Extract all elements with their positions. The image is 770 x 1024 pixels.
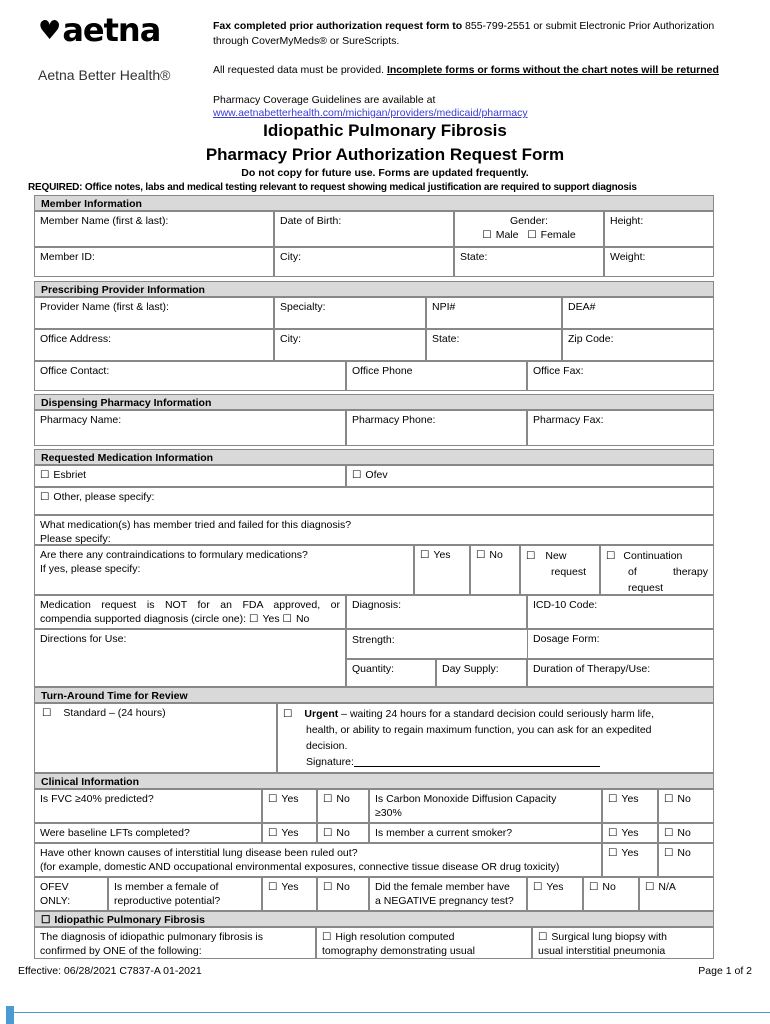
lft-yes-checkbox[interactable]: ☐ Yes — [268, 827, 299, 839]
lft-no-checkbox[interactable]: ☐ No — [323, 827, 350, 839]
dea-field[interactable]: DEA# — [562, 297, 714, 329]
urgent-checkbox[interactable] — [283, 708, 296, 720]
standard-checkbox[interactable] — [42, 707, 55, 719]
dlco-no — [658, 789, 714, 823]
fvc-no — [317, 789, 369, 823]
pregnancy-no-checkbox[interactable]: ☐ No — [589, 881, 616, 893]
male-checkbox[interactable]: ☐ Male — [482, 229, 518, 241]
fda-no-checkbox[interactable]: ☐ No — [283, 613, 310, 625]
zip-field[interactable]: Zip Code: — [562, 329, 714, 361]
weight-field[interactable]: Weight: — [604, 247, 714, 277]
office-phone-field[interactable]: Office Phone — [346, 361, 527, 391]
required-notice: All requested data must be provided. Incomplete forms or forms without the chart notes will be returned — [213, 64, 719, 76]
smoker-no — [658, 823, 714, 843]
female-no-checkbox[interactable]: ☐ No — [323, 881, 350, 893]
contra-question: Are there any contraindications to formulary medications? — [40, 549, 308, 561]
section-prescriber: Prescribing Provider Information — [34, 281, 714, 297]
bottom-accent-bar — [0, 1006, 770, 1024]
office-state-field[interactable]: State: — [426, 329, 562, 361]
guidelines-text: Pharmacy Coverage Guidelines are available at — [213, 94, 436, 106]
dob-field[interactable]: Date of Birth: — [274, 211, 454, 247]
pharmacy-name-field[interactable]: Pharmacy Name: — [34, 410, 346, 446]
gender-label: Gender: — [510, 215, 548, 227]
guidelines-link[interactable]: www.aetnabetterhealth.com/michigan/providers/medicaid/pharmacy — [213, 107, 528, 119]
dosage-field[interactable]: Dosage Form: — [527, 629, 714, 659]
form-title: Idiopathic Pulmonary Fibrosis — [263, 121, 507, 140]
other-causes-yes-checkbox[interactable]: ☐ Yes — [608, 847, 639, 859]
office-fax-field[interactable]: Office Fax: — [527, 361, 714, 391]
gender-field — [454, 211, 604, 247]
section-turnaround: Turn-Around Time for Review — [34, 687, 714, 703]
dlco-no-checkbox[interactable]: ☐ No — [664, 793, 691, 805]
office-contact-field[interactable]: Office Contact: — [34, 361, 346, 391]
member-id-field[interactable]: Member ID: — [34, 247, 274, 277]
fda-yes-checkbox[interactable]: ☐ Yes — [249, 613, 280, 625]
pharmacy-phone-field[interactable]: Pharmacy Phone: — [346, 410, 527, 446]
hrct-checkbox[interactable]: ☐ High resolution computed — [322, 931, 455, 943]
smoker-yes — [602, 823, 658, 843]
directions-field[interactable]: Directions for Use: — [34, 629, 346, 687]
member-city-field[interactable]: City: — [274, 247, 454, 277]
fvc-yes — [262, 789, 317, 823]
smoker-question: Is member a current smoker? — [369, 823, 602, 843]
fvc-question: Is FVC ≥40% predicted? — [34, 789, 262, 823]
esbriet-checkbox[interactable]: ☐ Esbriet — [40, 469, 86, 481]
effective-date: Effective: 06/28/2021 C7837-A 01-2021 — [18, 965, 202, 977]
other-option — [34, 487, 714, 515]
lft-question: Were baseline LFTs completed? — [34, 823, 262, 843]
contra-field — [34, 545, 414, 595]
standard-option: ☐ Standard – (24 hours) — [34, 703, 277, 773]
pregnancy-na — [639, 877, 714, 911]
height-field[interactable]: Height: — [604, 211, 714, 247]
smoker-no-checkbox[interactable]: ☐ No — [664, 827, 691, 839]
page-number: Page 1 of 2 — [698, 965, 752, 977]
continuation-checkbox[interactable] — [606, 550, 619, 562]
heart-icon: ♥ — [38, 16, 61, 46]
fvc-yes-checkbox[interactable]: ☐ Yes — [268, 793, 299, 805]
other-causes-no-checkbox[interactable]: ☐ No — [664, 847, 691, 859]
other-checkbox[interactable]: ☐ Other, please specify: — [40, 491, 154, 503]
section-medication: Requested Medication Information — [34, 449, 714, 465]
dlco-yes — [602, 789, 658, 823]
tried-question: What medication(s) has member tried and failed for this diagnosis? — [40, 519, 352, 531]
supply-field[interactable]: Day Supply: — [436, 659, 527, 687]
tried-field[interactable] — [34, 515, 714, 545]
lft-no — [317, 823, 369, 843]
fax-instructions: Fax completed prior authorization request form to 855-799-2551 or submit Electronic Prior Authorization — [213, 20, 715, 32]
provider-name-field[interactable]: Provider Name (first & last): — [34, 297, 274, 329]
smoker-yes-checkbox[interactable]: ☐ Yes — [608, 827, 639, 839]
ofev-checkbox[interactable]: ☐ Ofev — [352, 469, 388, 481]
biopsy-option: ☐ Surgical lung biopsy with usual interstitial pneumonia — [532, 927, 714, 959]
specialty-field[interactable]: Specialty: — [274, 297, 426, 329]
other-causes-yes — [602, 843, 658, 877]
ofev-option — [346, 465, 714, 487]
signature-label: Signature: — [306, 756, 354, 768]
office-address-field[interactable]: Office Address: — [34, 329, 274, 361]
strength-field[interactable]: Strength: — [352, 634, 395, 646]
ofev-only-label: OFEV ONLY: — [34, 877, 108, 911]
form-subtitle: Pharmacy Prior Authorization Request Form — [205, 145, 565, 164]
fda-field: Medication request is NOT for an FDA approved, or compendia supported diagnosis (circle one):☐ Yes ☐ No — [34, 595, 346, 629]
female-question: Is member a female of reproductive potential? — [108, 877, 262, 911]
dlco-question: Is Carbon Monoxide Diffusion Capacity ≥30% — [369, 789, 602, 823]
icd-field[interactable]: ICD-10 Code: — [527, 595, 714, 629]
continuation-request: ☐ Continuation of therapy request — [600, 545, 714, 595]
sub-brand: Aetna Better Health® — [38, 67, 171, 83]
member-name-field[interactable]: Member Name (first & last): — [34, 211, 274, 247]
other-causes-question: Have other known causes of interstitial lung disease been ruled out? (for example, domestic AND occupational environmental exposures, connective tissue disease OR drug toxicity) — [34, 843, 602, 877]
tried-specify: Please specify: — [40, 533, 111, 545]
contra-no-checkbox[interactable]: ☐ No — [476, 549, 503, 561]
aetna-logo: ♥aetna — [38, 11, 161, 49]
contra-yes-checkbox[interactable]: ☐ Yes — [420, 549, 451, 561]
ipf-checkbox[interactable]: ☐ Idiopathic Pulmonary Fibrosis — [41, 914, 205, 926]
pregnancy-no — [583, 877, 639, 911]
pharmacy-fax-field[interactable]: Pharmacy Fax: — [527, 410, 714, 446]
esbriet-option — [34, 465, 346, 487]
section-clinical: Clinical Information — [34, 773, 714, 789]
pregnancy-question: Did the female member have a NEGATIVE pregnancy test? — [369, 877, 527, 911]
fax-instructions-2: through CoverMyMeds® or SureScripts. — [213, 35, 400, 47]
duration-field[interactable]: Duration of Therapy/Use: — [527, 659, 714, 687]
ipf-diagnosis-question: The diagnosis of idiopathic pulmonary fibrosis is confirmed by ONE of the following: — [34, 927, 316, 959]
fvc-no-checkbox[interactable]: ☐ No — [323, 793, 350, 805]
office-city-field[interactable]: City: — [274, 329, 426, 361]
new-request: ☐ New request — [520, 545, 600, 595]
member-state-field[interactable]: State: — [454, 247, 604, 277]
hrct-option: ☐ High resolution computed tomography demonstrating usual — [316, 927, 532, 959]
female-checkbox[interactable]: ☐ Female — [527, 229, 575, 241]
dlco-yes-checkbox[interactable]: ☐ Yes — [608, 793, 639, 805]
pregnancy-na-checkbox[interactable]: ☐ N/A — [645, 881, 676, 893]
section-member: Member Information — [34, 195, 714, 211]
female-no — [317, 877, 369, 911]
lft-yes — [262, 823, 317, 843]
pregnancy-yes — [527, 877, 583, 911]
required-docs: REQUIRED: Office notes, labs and medical testing relevant to request showing medical justification are required to support diagnosis — [28, 182, 637, 193]
contra-yes — [414, 545, 470, 595]
diagnosis-field[interactable]: Diagnosis: — [346, 595, 527, 629]
signature-line[interactable] — [354, 754, 600, 767]
new-request-checkbox[interactable] — [526, 550, 539, 562]
contra-specify: If yes, please specify: — [40, 563, 141, 575]
quantity-field[interactable]: Quantity: — [346, 659, 436, 687]
section-pharmacy: Dispensing Pharmacy Information — [34, 394, 714, 410]
biopsy-checkbox[interactable]: ☐ Surgical lung biopsy with — [538, 931, 667, 943]
female-yes-checkbox[interactable]: ☐ Yes — [268, 881, 299, 893]
copy-note: Do not copy for future use. Forms are updated frequently. — [241, 167, 529, 179]
section-ipf — [34, 911, 714, 927]
pregnancy-yes-checkbox[interactable]: ☐ Yes — [533, 881, 564, 893]
other-causes-no — [658, 843, 714, 877]
female-yes — [262, 877, 317, 911]
contra-no — [470, 545, 520, 595]
npi-field[interactable]: NPI# — [426, 297, 562, 329]
urgent-option: ☐ Urgent – waiting 24 hours for a standard decision could seriously harm life, health, or ability to regain maximum function, you can ask for an expedited decision. Signature: — [277, 703, 714, 773]
